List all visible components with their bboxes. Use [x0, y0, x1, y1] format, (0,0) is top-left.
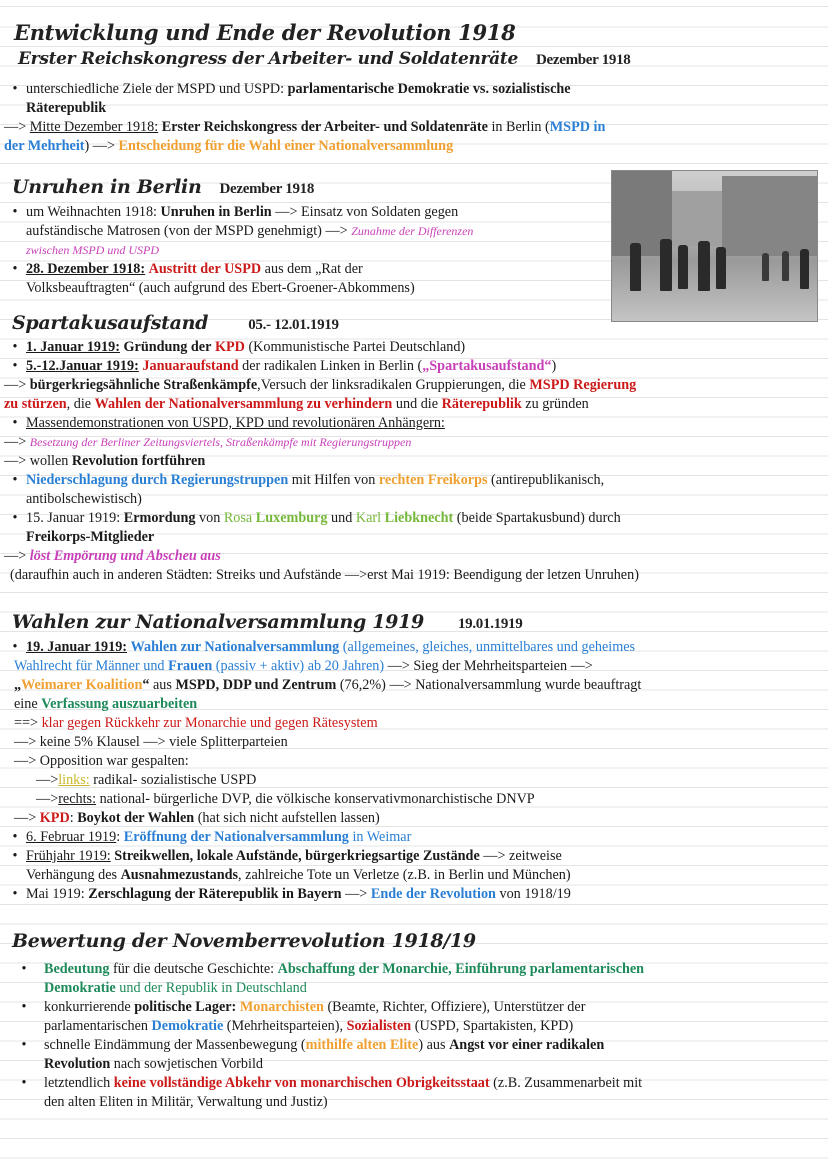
text-span: aus: [149, 677, 176, 693]
text-span: Luxemburg: [255, 510, 328, 526]
text-span: keine vollständige Abkehr von monarchischen Obrigkeitsstaat: [113, 1075, 490, 1091]
text-span: Januaraufstand: [142, 358, 239, 374]
text-span: und die: [392, 396, 442, 412]
heading-text: Spartakusaufstand: [12, 312, 209, 334]
list-item: [4, 998, 816, 1036]
list-item: (daraufhin auch in anderen Städten: Streiks und Aufstände —>erst Mai 1919: Beendigung der letzen Unruhen): [10, 567, 639, 583]
text-span: aufständische Matrosen (von der MSPD genehmigt) —>: [26, 223, 352, 239]
bullet-dot: •: [12, 510, 18, 526]
text-span: ,Versuch der linksradikalen Gruppierungen, die: [257, 377, 530, 393]
text-span: Mitte Dezember 1918:: [29, 119, 159, 135]
text-span: Wahlrecht für Männer und: [14, 658, 169, 674]
list-item: [4, 790, 816, 809]
text-span: Karl: [355, 510, 382, 526]
bullet-dot: •: [21, 961, 27, 977]
arrow-text: —>: [36, 791, 59, 807]
section-heading-unruhen: [12, 176, 314, 198]
list-item: [4, 960, 816, 998]
text-span: —> Sieg der Mehrheitsparteien —>: [384, 658, 593, 674]
page-title: Entwicklung und Ende der Revolution 1918: [14, 20, 516, 45]
text-span: links:: [58, 772, 90, 788]
text-span: letztendlich: [44, 1075, 114, 1091]
historical-photo: [611, 170, 818, 322]
text-span: um Weihnachten 1918:: [26, 204, 157, 220]
text-span: national- bürgerliche DVP, die völkische konservativmonarchistische DNVP: [96, 791, 535, 807]
text-span: mit Hilfen von: [288, 472, 379, 488]
section-bewertung: [4, 960, 816, 1112]
bullet-dot: •: [12, 886, 18, 902]
text-span: Wahlen der Nationalversammlung zu verhindern: [94, 396, 393, 412]
text-span: Verhängung des: [26, 867, 121, 883]
arrow-text: —>: [4, 377, 30, 393]
text-span: (USPD, Spartakisten, KPD): [411, 1018, 574, 1034]
text-span: MSPD in: [549, 119, 606, 135]
arrow-text: ==>: [14, 715, 42, 731]
text-span: Verfassung auszuarbeiten: [41, 696, 198, 712]
list-item: [4, 395, 816, 414]
list-item: [4, 828, 816, 847]
text-span: Massendemonstrationen von USPD, KPD und revolutionären Anhängern:: [26, 415, 445, 431]
text-span: Eröffnung der Nationalversammlung: [123, 829, 349, 845]
section-heading-wahlen: [12, 611, 522, 633]
text-span: eine: [14, 696, 42, 712]
text-span: Entscheidung für die Wahl einer Nationalversammlung: [118, 138, 454, 154]
text-span: unterschiedliche Ziele der MSPD und USPD:: [26, 81, 285, 97]
text-span: MSPD, DDP und Zentrum: [175, 677, 337, 693]
text-span: von: [195, 510, 224, 526]
text-span: schnelle Eindämmung der Massenbewegung (: [44, 1037, 306, 1053]
text-span: 15. Januar 1919:: [26, 510, 124, 526]
section-heading-reichskongress: [18, 49, 631, 69]
section-reichskongress: [4, 80, 816, 156]
list-item: [4, 433, 816, 452]
text-span: 6. Februar 1919: [26, 829, 117, 845]
list-item: [4, 714, 816, 733]
text-span: Erster Reichskongress der Arbeiter- und Soldatenräte: [161, 119, 488, 135]
subtitle-text: Erster Reichskongress der Arbeiter- und Soldatenräte: [18, 49, 518, 69]
text-span: von 1918/19: [495, 886, 571, 902]
bullet-dot: •: [21, 999, 27, 1015]
text-span: Revolution fortführen: [71, 453, 206, 469]
arrow-text: —>: [4, 548, 30, 564]
bullet-dot: •: [12, 829, 18, 845]
text-span: MSPD Regierung: [529, 377, 637, 393]
text-span: politische Lager:: [134, 999, 240, 1015]
list-item: [4, 203, 604, 260]
text-span: Austritt der USPD: [148, 261, 262, 277]
section-unruhen: [4, 203, 604, 298]
list-item: [4, 809, 816, 828]
bullet-dot: •: [12, 204, 18, 220]
text-span: Demokratie: [44, 980, 116, 996]
text-span: Niederschlagung durch Regierungstruppen: [26, 472, 289, 488]
text-span: zu gründen: [521, 396, 589, 412]
text-span: 28. Dezember 1918:: [26, 261, 146, 277]
text-span: nach sowjetischen Vorbild: [110, 1056, 263, 1072]
text-span: mithilfe alten Elite: [305, 1037, 419, 1053]
text-span: rechten Freikorps: [378, 472, 488, 488]
text-span: 5.-12.Januar 1919:: [26, 358, 139, 374]
list-item: [4, 1036, 816, 1074]
list-item: [4, 414, 816, 433]
list-item: [4, 509, 816, 547]
text-span: (allgemeines, gleiches, unmittelbares und geheimes: [339, 639, 636, 655]
text-span: (76,2%) —> Nationalversammlung wurde beauftragt: [336, 677, 642, 693]
text-span: „: [14, 677, 22, 693]
text-span: (Kommunistische Partei Deutschland): [244, 339, 466, 355]
text-span: Revolution: [44, 1056, 111, 1072]
arrow-text: —>: [14, 810, 40, 826]
list-item: [4, 452, 816, 471]
text-span: Mai 1919:: [26, 886, 89, 902]
text-span: Besetzung der Berliner Zeitungsviertels, Straßenkämpfe mit Regierungstruppen: [29, 435, 412, 449]
text-span: 19. Januar 1919:: [26, 639, 128, 655]
text-span: —> Einsatz von Soldaten gegen: [271, 204, 459, 220]
section-heading-spartakus: [12, 312, 339, 334]
list-item: [4, 471, 816, 509]
text-span: der radikalen Linken in Berlin (: [238, 358, 423, 374]
text-span: in Berlin (: [487, 119, 550, 135]
arrow-text: ) —>: [84, 138, 119, 154]
text-span: KPD: [214, 339, 245, 355]
bullet-dot: •: [12, 472, 18, 488]
text-span: und der Republik in Deutschland: [115, 980, 307, 996]
text-span: antibolschewistisch): [26, 491, 142, 507]
text-span: Wahlen zur Nationalversammlung: [130, 639, 340, 655]
text-span: Zerschlagung der Räterepublik in Bayern: [88, 886, 342, 902]
text-span: und: [327, 510, 356, 526]
text-span: (Mehrheitsparteien),: [223, 1018, 347, 1034]
bullet-dot: •: [21, 1075, 27, 1091]
text-span: KPD: [39, 810, 70, 826]
list-item: —> Opposition war gespalten:: [14, 753, 189, 769]
text-span: Monarchisten: [239, 999, 324, 1015]
text-span: Räterepublik: [441, 396, 522, 412]
text-span: konkurrierende: [44, 999, 135, 1015]
text-span: zu stürzen: [4, 396, 67, 412]
heading-date: 19.01.1919: [457, 616, 523, 632]
list-item: [4, 657, 816, 676]
text-span: Sozialisten: [346, 1018, 412, 1034]
section-heading-bewertung: Bewertung der Novemberrevolution 1918/19: [12, 930, 476, 952]
text-span: bürgerkriegsähnliche Straßenkämpfe: [29, 377, 258, 393]
bullet-dot: •: [12, 81, 18, 97]
text-span: —> wollen: [4, 453, 72, 469]
section-spartakus: [4, 338, 816, 585]
subtitle-date: Dezember 1918: [535, 52, 631, 68]
text-span: rechts:: [58, 791, 97, 807]
text-span: „Spartakusaufstand“: [422, 358, 552, 374]
text-span: Angst vor einer radikalen: [449, 1037, 605, 1053]
text-span: klar gegen Rückkehr zur Monarchie und gegen Rätesystem: [41, 715, 378, 731]
arrow-text: —>: [4, 119, 30, 135]
text-span: Gründung der: [123, 339, 212, 355]
bullet-dot: •: [12, 358, 18, 374]
bullet-dot: •: [12, 339, 18, 355]
arrow-text: —>: [4, 434, 30, 450]
text-span: radikal- sozialistische USPD: [89, 772, 257, 788]
heading-text: Unruhen in Berlin: [12, 176, 202, 198]
heading-text: Wahlen zur Nationalversammlung 1919: [12, 611, 424, 633]
text-span: löst Empörung und Abscheu aus: [29, 548, 221, 564]
text-span: ): [551, 358, 557, 374]
text-span: der Mehrheit: [4, 138, 85, 154]
heading-date: 05.- 12.01.1919: [248, 317, 339, 333]
text-span: —>: [341, 886, 371, 902]
text-span: Freikorps-Mitglieder: [26, 529, 155, 545]
text-span: Zunahme der Differenzen: [351, 224, 474, 238]
list-item: [4, 118, 816, 137]
text-span: Frauen: [168, 658, 213, 674]
list-item: [4, 260, 604, 298]
arrow-text: —>: [36, 772, 59, 788]
list-item: [4, 771, 816, 790]
bullet-dot: •: [12, 415, 18, 431]
text-span: in Weimar: [348, 829, 412, 845]
text-span: (Beamte, Richter, Offiziere), Unterstützer der: [323, 999, 586, 1015]
text-span: Liebknecht: [384, 510, 454, 526]
section-wahlen: [4, 638, 816, 904]
text-span: Ermordung: [123, 510, 196, 526]
text-span: :: [69, 810, 78, 826]
list-item: [4, 376, 816, 395]
list-item: [4, 885, 816, 904]
text-span: (hat sich nicht aufstellen lassen): [194, 810, 380, 826]
text-span: (antirepublikanisch,: [487, 472, 605, 488]
text-span: Rosa: [223, 510, 253, 526]
list-item: [4, 547, 816, 566]
bullet-dot: •: [12, 848, 18, 864]
text-span: Abschaffung der Monarchie, Einführung parlamentarischen: [277, 961, 645, 977]
text-span: parlamentarischen: [44, 1018, 152, 1034]
text-span: , die: [66, 396, 95, 412]
text-span: Volksbeauftragten“ (auch aufgrund des Ebert-Groener-Abkommens): [26, 280, 415, 296]
text-span: parlamentarische Demokratie vs. sozialistische: [287, 81, 571, 97]
text-span: Streikwellen, lokale Aufstände, bürgerkriegsartige Zustände: [114, 848, 480, 864]
text-span: ) aus: [418, 1037, 450, 1053]
text-span: :: [116, 829, 124, 845]
heading-date: Dezember 1918: [219, 181, 315, 197]
text-span: Unruhen in Berlin: [160, 204, 272, 220]
bullet-dot: •: [21, 1037, 27, 1053]
list-item: [4, 80, 816, 118]
list-item: [4, 1074, 816, 1112]
text-span: Bedeutung: [44, 961, 110, 977]
text-span: (passiv + aktiv) ab 20 Jahren): [212, 658, 385, 674]
text-span: den alten Eliten in Militär, Verwaltung und Justiz): [44, 1094, 328, 1110]
text-span: Demokratie: [151, 1018, 224, 1034]
text-span: Boykot der Wahlen: [77, 810, 195, 826]
text-span: (beide Spartakusbund) durch: [453, 510, 621, 526]
text-span: für die deutsche Geschichte:: [109, 961, 278, 977]
text-span: (z.B. Zusammenarbeit mit: [489, 1075, 643, 1091]
list-item: [4, 638, 816, 657]
bullet-dot: •: [12, 261, 18, 277]
list-item: —> keine 5% Klausel —> viele Splitterparteien: [14, 734, 288, 750]
text-span: aus dem „Rat der: [261, 261, 363, 277]
text-span: Ende der Revolution: [370, 886, 496, 902]
list-item: [4, 137, 816, 156]
text-span: Frühjahr 1919:: [26, 848, 111, 864]
text-span: “: [142, 677, 150, 693]
text-span: Ausnahmezustands: [120, 867, 239, 883]
list-item: [4, 357, 816, 376]
bullet-dot: •: [12, 639, 18, 655]
text-span: 1. Januar 1919:: [26, 339, 120, 355]
list-item: [4, 338, 816, 357]
list-item: [4, 695, 816, 714]
text-span: —> zeitweise: [479, 848, 562, 864]
text-span: , zahlreiche Tote un Verletze (z.B. in Berlin und München): [238, 867, 571, 883]
text-span: Räterepublik: [26, 100, 107, 116]
list-item: [4, 847, 816, 885]
text-span: zwischen MSPD und USPD: [26, 243, 159, 257]
text-span: Weimarer Koalition: [21, 677, 143, 693]
list-item: [4, 676, 816, 695]
